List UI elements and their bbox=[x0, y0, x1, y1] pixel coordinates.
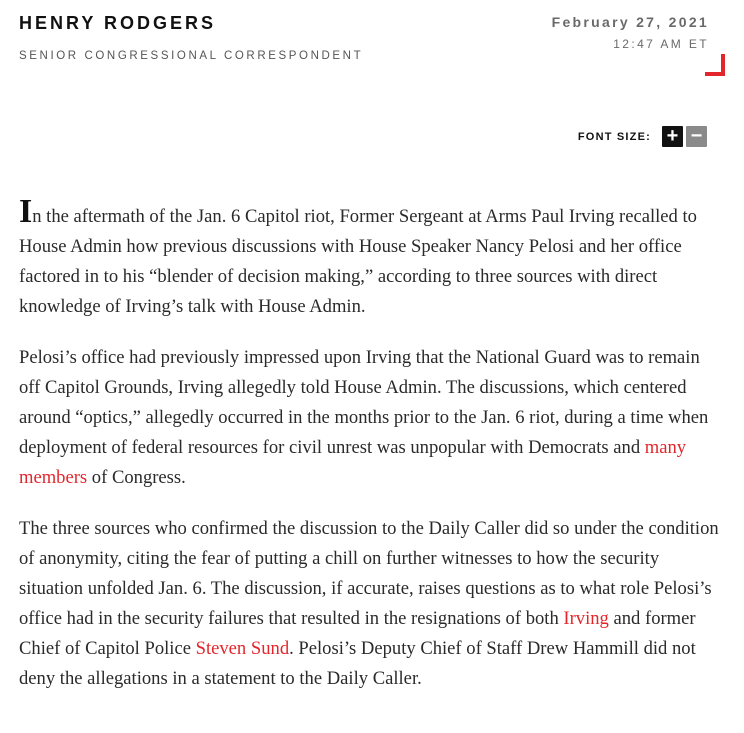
paragraph-text: n the aftermath of the Jan. 6 Capitol riot, Former Sergeant at Arms Paul Irving recalled to House Admin how previous discussions with House Speaker Nancy Pelosi and her office factored in to his “blender of decision making,” according to three sources with direct knowledge of Irving’s talk with House Admin. bbox=[19, 206, 697, 317]
drop-cap: I bbox=[19, 193, 33, 230]
paragraph-text: of Congress. bbox=[87, 467, 186, 488]
article-paragraph bbox=[19, 514, 719, 694]
author-name[interactable]: HENRY RODGERS bbox=[19, 13, 217, 33]
font-size-control bbox=[578, 126, 707, 147]
article-paragraph bbox=[19, 343, 719, 493]
author-title: SENIOR CONGRESSIONAL CORRESPONDENT bbox=[19, 50, 364, 62]
irving-link[interactable]: Irving bbox=[563, 608, 609, 629]
steven-sund-link[interactable]: Steven Sund bbox=[195, 638, 290, 659]
dateline bbox=[552, 12, 709, 51]
article-paragraph bbox=[19, 193, 719, 322]
many-members-link[interactable]: many members bbox=[19, 437, 687, 488]
paragraph-text: Pelosi’s office had previously impressed upon Irving that the National Guard was to remain off Capitol Grounds, Irving allegedly told House Admin. The discussions, which centered around “optics,” allegedly occurred in the months prior to the Jan. 6 riot, during a time when deployment of federal resources for civil unrest was unpopular with Democrats and bbox=[19, 347, 709, 458]
paragraph-text: and former Chief of Capitol Police bbox=[19, 608, 696, 659]
font-size-decrease-button[interactable]: − bbox=[686, 126, 707, 147]
article-body bbox=[19, 193, 719, 715]
paragraph-text: . Pelosi’s Deputy Chief of Staff Drew Hammill did not deny the allegations in a statement to the Daily Caller. bbox=[19, 638, 696, 689]
publish-time: 12:47 AM ET bbox=[613, 37, 709, 51]
corner-accent-mark bbox=[705, 54, 725, 76]
font-size-label: FONT SIZE: bbox=[577, 130, 651, 143]
author-byline bbox=[19, 12, 363, 63]
publish-date: February 27, 2021 bbox=[551, 14, 709, 30]
font-size-increase-button[interactable]: + bbox=[662, 126, 683, 147]
paragraph-text: The three sources who confirmed the discussion to the Daily Caller did so under the condition of anonymity, citing the fear of putting a chill on further witnesses to how the security situation unfolded Jan. 6. The discussion, if accurate, raises questions as to what role Pelosi’s office had in the security failures that resulted in the resignations of both bbox=[19, 518, 719, 629]
